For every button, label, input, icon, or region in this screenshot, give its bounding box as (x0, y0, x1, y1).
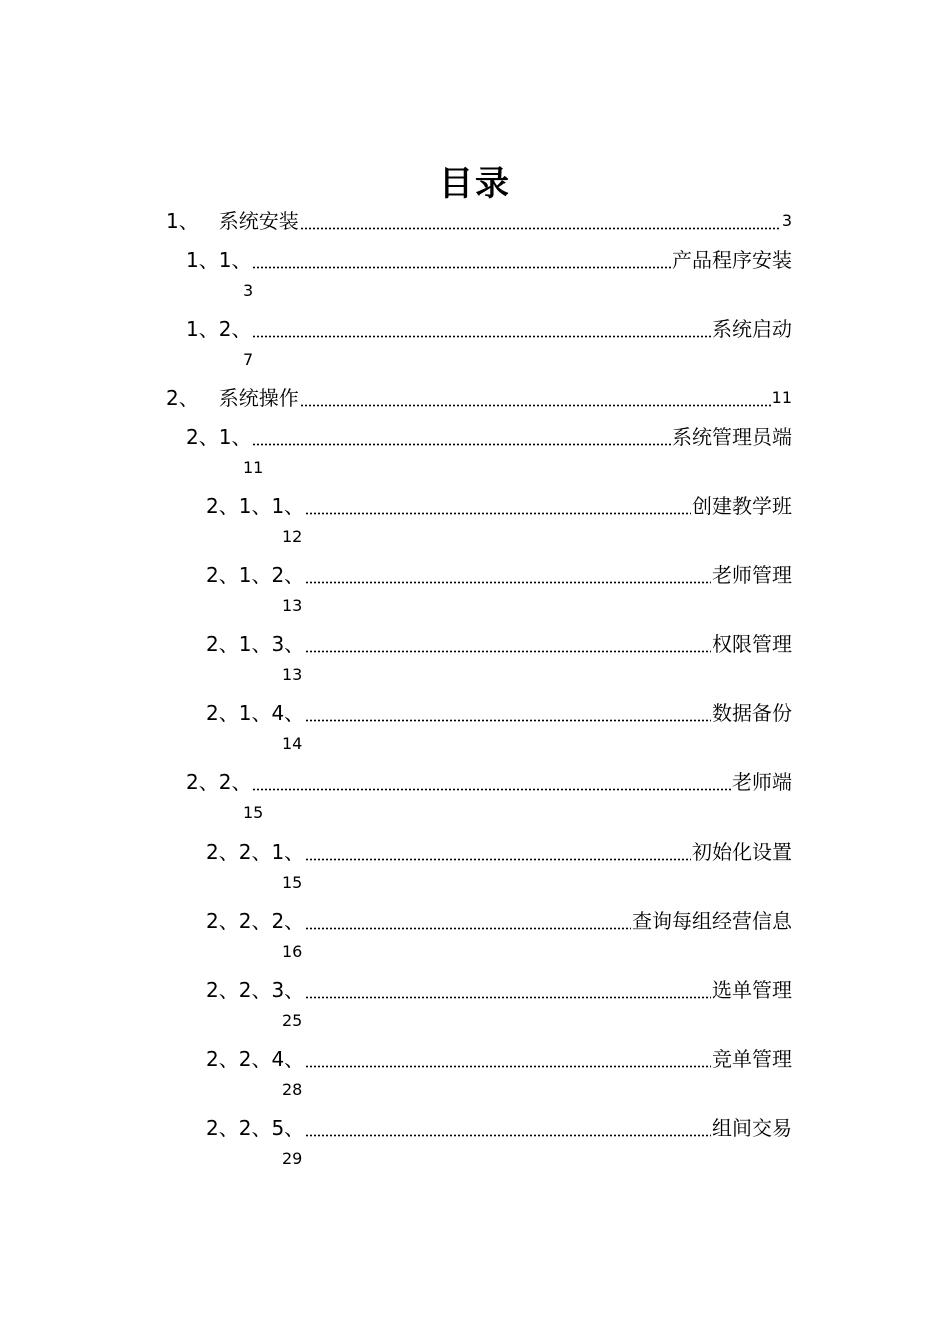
toc-entry-label: 初始化设置 (692, 840, 792, 864)
toc-entry-number: 1、1、 (186, 248, 252, 272)
toc-entry-label: 产品程序安装 (672, 248, 792, 272)
toc-entry-level2[interactable] (186, 423, 792, 479)
toc-entry-level1[interactable] (166, 384, 792, 412)
toc-entry-label: 系统启动 (712, 317, 792, 341)
toc-entry-number: 2、2、2、 (206, 909, 305, 933)
toc-entry-page: 16 (282, 942, 303, 961)
toc-dot-leader (305, 702, 711, 722)
toc-entry-number: 2、2、3、 (206, 978, 305, 1002)
toc-entry-number: 2、1、 (186, 425, 252, 449)
toc-entry-level3[interactable] (206, 1045, 792, 1101)
toc-dot-leader (305, 910, 631, 930)
toc-entry-number: 2、2、4、 (206, 1047, 305, 1071)
toc-entry-page: 14 (282, 734, 303, 753)
toc-entry-number: 2、1、3、 (206, 632, 305, 656)
toc-entry-page: 13 (282, 596, 303, 615)
toc-entry-label: 组间交易 (712, 1116, 792, 1140)
toc-entry-number: 2、 (166, 386, 199, 410)
toc-entry-label: 系统操作 (218, 386, 299, 410)
toc-entry-label: 系统安装 (218, 209, 299, 233)
toc-dot-leader (305, 564, 711, 584)
toc-entry-page: 11 (243, 458, 264, 477)
toc-entry-level3[interactable] (206, 630, 792, 686)
toc-entry-level3[interactable] (206, 699, 792, 755)
toc-entry-level1[interactable] (166, 207, 792, 235)
toc-dot-leader (252, 771, 731, 791)
toc-entry-page: 25 (282, 1011, 303, 1030)
toc-entry-page: 13 (282, 665, 303, 684)
toc-dot-leader (300, 387, 771, 407)
toc-dot-leader (305, 841, 691, 861)
toc-entry-page: 28 (282, 1080, 303, 1099)
toc-entry-number: 2、1、4、 (206, 701, 305, 725)
toc-entry-label: 数据备份 (712, 701, 792, 725)
toc-entry-label: 创建教学班 (692, 494, 792, 518)
toc-entry-level3[interactable] (206, 561, 792, 617)
toc-entry-label: 查询每组经营信息 (632, 909, 792, 933)
toc-entry-level2[interactable] (186, 315, 792, 371)
toc-entry-page: 11 (771, 388, 792, 407)
toc-entry-level3[interactable] (206, 907, 792, 963)
toc-dot-leader (252, 318, 711, 338)
toc-entry-number: 2、1、1、 (206, 494, 305, 518)
toc-title: 目录 (439, 164, 511, 204)
toc-dot-leader (305, 979, 711, 999)
toc-entry-level2[interactable] (186, 768, 792, 824)
toc-entry-level3[interactable] (206, 492, 792, 548)
toc-dot-leader (252, 249, 671, 269)
toc-entry-number: 2、2、1、 (206, 840, 305, 864)
toc-entry-page: 12 (282, 527, 303, 546)
toc-entry-number: 2、2、5、 (206, 1116, 305, 1140)
toc-entry-label: 老师端 (732, 770, 792, 794)
toc-entry-label: 老师管理 (712, 563, 792, 587)
toc-entry-level2[interactable] (186, 246, 792, 302)
toc-entry-page: 29 (282, 1149, 303, 1168)
toc-dot-leader (305, 633, 711, 653)
toc-entry-label: 系统管理员端 (672, 425, 792, 449)
toc-entry-page: 15 (243, 803, 264, 822)
toc-dot-leader (305, 1117, 711, 1137)
toc-entry-page: 3 (243, 281, 254, 300)
toc-entry-label: 竞单管理 (712, 1047, 792, 1071)
toc-dot-leader (305, 495, 691, 515)
toc-entry-number: 1、 (166, 209, 199, 233)
toc-entry-level3[interactable] (206, 838, 792, 894)
toc-entry-level3[interactable] (206, 976, 792, 1032)
toc-dot-leader (300, 210, 781, 230)
toc-entry-number: 2、1、2、 (206, 563, 305, 587)
toc-entry-page: 15 (282, 873, 303, 892)
toc-entry-number: 1、2、 (186, 317, 252, 341)
toc-entry-label: 权限管理 (712, 632, 792, 656)
toc-entry-label: 选单管理 (712, 978, 792, 1002)
toc-dot-leader (252, 426, 671, 446)
toc-entry-number: 2、2、 (186, 770, 252, 794)
toc-entry-page: 3 (781, 211, 792, 230)
toc-entry-level3[interactable] (206, 1114, 792, 1170)
toc-dot-leader (305, 1048, 711, 1068)
toc-entry-page: 7 (243, 350, 254, 369)
